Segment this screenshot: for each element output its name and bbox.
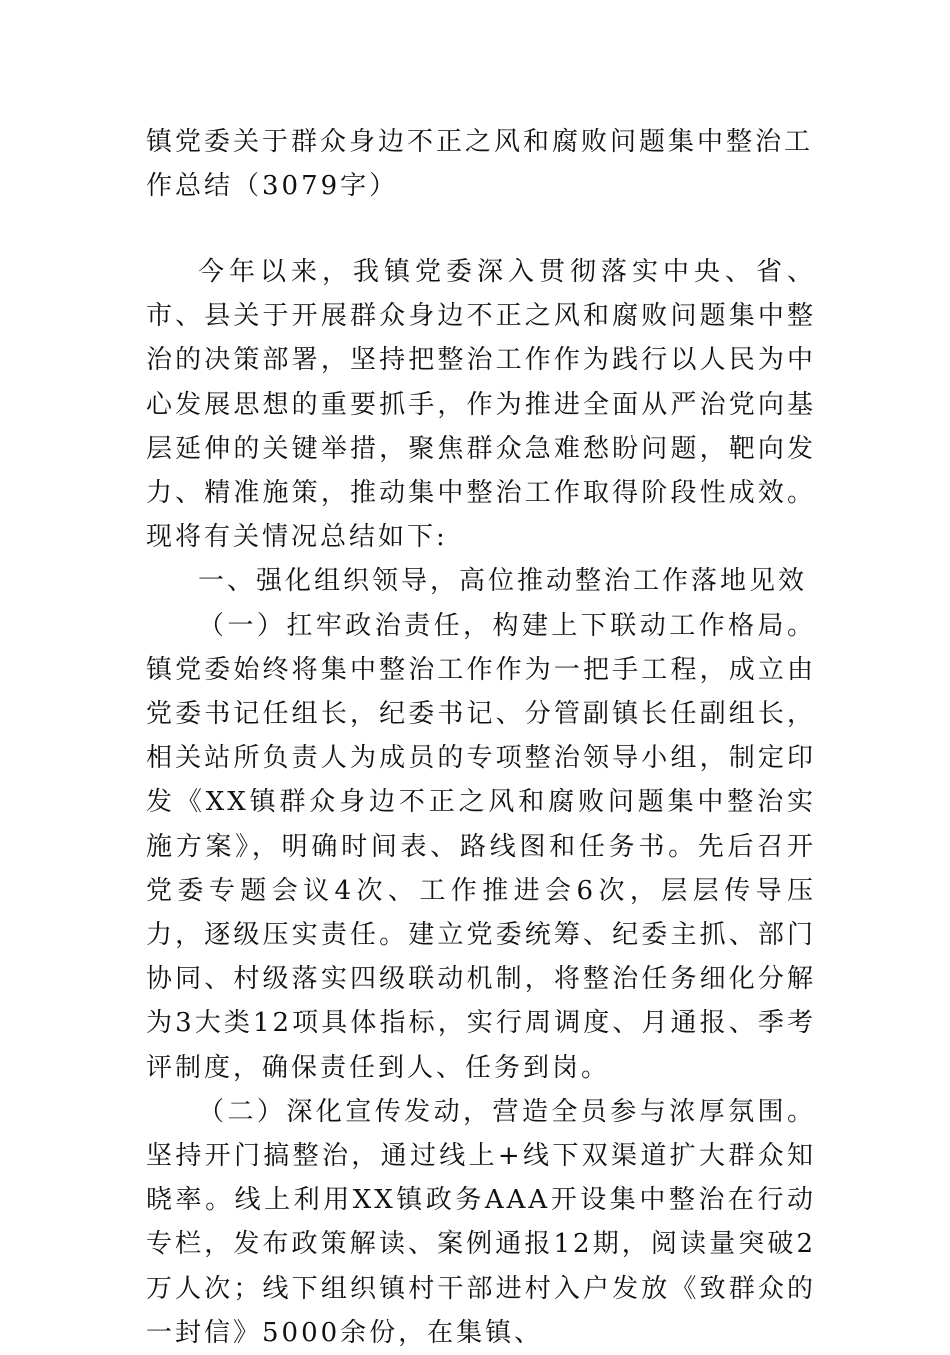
subsection-paragraph-1: （一）扛牢政治责任，构建上下联动工作格局。镇党委始终将集中整治工作作为一把手工程，成立由党委书记任组长，纪委书记、分管副镇长任副组长，相关站所负责人为成员的专项整治领导小组，制定印发《XX镇群众身边不正之风和腐败问题集中整治实施方案》，明确时间表、路线图和任务书。先后召开党委专题会议4次、工作推进会6次，层层传导压力，逐级压实责任。建立党委统筹、纪委主抓、部门协同、村级落实四级联动机制，将整治任务细化分解为3大类12项具体指标，实行周调度、月通报、季考评制度，确保责任到人、任务到岗。 [146,610,816,1083]
document-title: 镇党委关于群众身边不正之风和腐败问题集中整治工作总结（3079字） [146,127,814,201]
document-body [146,250,816,1355]
subsection-paragraph-2: （二）深化宣传发动，营造全员参与浓厚氛围。坚持开门搞整治，通过线上+线下双渠道扩大群众知晓率。线上利用XX镇政务AAA开设集中整治在行动专栏，发布政策解读、案例通报12期，阅读量突破2万人次；线下组织镇村干部进村入户发放《致群众的一封信》5000余份，在集镇、 [146,1096,816,1348]
section-heading-1: 一、强化组织领导，高位推动整治工作落地见效 [198,566,808,597]
intro-paragraph: 今年以来，我镇党委深入贯彻落实中央、省、市、县关于开展群众身边不正之风和腐败问题集中整治的决策部署，坚持把整治工作作为践行以人民为中心发展思想的重要抓手，作为推进全面从严治党向基层延伸的关键举措，聚焦群众急难愁盼问题，靶向发力、精准施策，推动集中整治工作取得阶段性成效。现将有关情况总结如下: [146,257,816,553]
